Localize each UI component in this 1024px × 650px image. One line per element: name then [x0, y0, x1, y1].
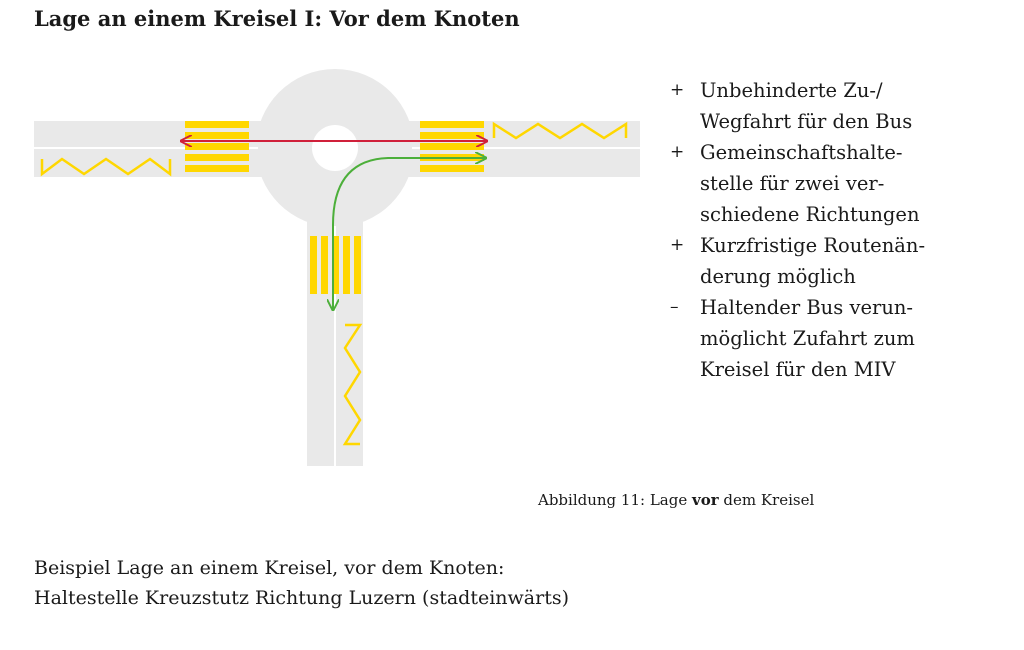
pros-cons-list [670, 75, 1010, 385]
roundabout-island [312, 125, 358, 171]
list-item [670, 137, 1010, 230]
plus-sign: + [670, 80, 685, 100]
plus-sign: + [670, 235, 685, 255]
example-text [34, 553, 569, 613]
list-item [670, 292, 1010, 385]
figure-caption: Abbildung 11: Lage vor dem Kreisel [538, 491, 815, 509]
page-heading: Lage an einem Kreisel I: Vor dem Knoten [34, 6, 520, 31]
list-item-text: Unbehinderte Zu-/ Wegfahrt für den Bus [700, 79, 913, 133]
minus-sign: – [670, 297, 679, 317]
list-item [670, 230, 1010, 292]
list-item-text: Haltender Bus verun- möglicht Zufahrt zum Kreisel für den MIV [700, 296, 915, 381]
plus-sign: + [670, 142, 685, 162]
example-line-1: Beispiel Lage an einem Kreisel, vor dem Knoten: [34, 557, 505, 579]
example-line-2: Haltestelle Kreuzstutz Richtung Luzern (stadteinwärts) [34, 587, 569, 609]
list-item-text: Gemeinschaftshalte- stelle für zwei ver- schiedene Richtungen [700, 141, 920, 226]
list-item [670, 75, 1010, 137]
list-item-text: Kurzfristige Routenän- derung möglich [700, 234, 926, 288]
